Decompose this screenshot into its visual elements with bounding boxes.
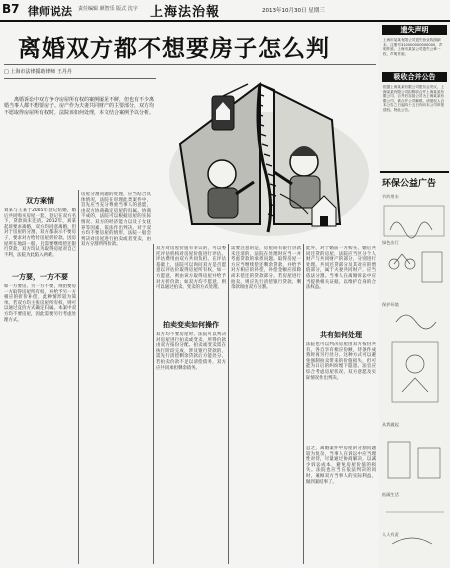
issue-date: 2013年10月30日 星期三 [262,8,325,14]
masthead: 上海法治報 [150,5,221,20]
section-heading-2: 一方要，一方不要 [12,273,68,281]
sidebar-rule [380,171,449,173]
section-title: 律师说法 [28,5,72,18]
section-text-1: 刘某与王某于2005年登记结婚，婚后共同购买房屋一套，登记在双方名下，贷款尚未还清。2012年，刘某起诉要求离婚，双方均同意离婚，但对于房屋的分割，双方都表示不要房子，要求对方给付房屋折价款。因房屋所在地段一般，且需要继续偿还银行贷款，双方均认为取得房屋对自己不利，法院为此陷入两难。 [4,208,76,258]
eco-line-1: 节约用水 [382,194,399,199]
byline-rule [4,78,156,79]
section-text-2: 如一方要房，另一方不要，则由要房一方取得房屋所有权，并给予另一方相应的折价补偿，此种情形较为简单。若双方均主张房屋所有权，则可以通过竞价方式确定归属。本案中双方均不要房屋，因此需要另行考虑处理方式。 [4,284,76,323]
section-text-4: 法院也可以判决房屋由双方按份共有，各自享有相应份额，待条件成熟时再另行处分。这种方式可以避免强制拍卖带来的价值损失，但可能为日后的纠纷埋下隐患。法官应综合考虑房屋状况、双方意愿及实际情况作出判决。 [306,342,376,381]
column-rule-3 [228,244,229,564]
eco-line-4: 从我做起 [382,422,399,427]
section-heading-1: 双方案情 [26,197,54,205]
eco-line-6: 人人有责 [382,532,399,537]
eco-line-2: 绿色出行 [382,240,399,245]
eco-ad-title: 环保公益广告 [382,179,437,189]
eco-line-3: 保护环境 [382,302,399,307]
column-rule-4 [303,244,304,564]
lost-notice-text: 上海市某某有限公司遗失营业执照副本，注册号310000000000000，声明作废。上海市某某公司遗失公章一枚，声明作废。 [383,38,443,56]
eco-ad-sketch [382,192,448,564]
section-text-3: 双方均不要房屋时，法院可以判决对房屋进行拍卖或变卖，所得价款由双方按份分配。拍卖或变卖需在执行阶段完成，涉及银行贷款的，需先行清偿剩余贷款后方能处分。若拍卖价款不足以清偿债务，双方应共同承担剩余债务。 [156,332,226,371]
lost-notice-title: 遗失声明 [382,25,447,35]
column-text-5a: 此外，对于婚前一方购买、婚后共同还贷的房屋，法院应当区分个人财产与共同财产的部分，分别进行处理。共同还贷部分及其对应的增值部分，属于夫妻共同财产，应当依法分割。当事人在离婚诉讼中应当提供相关证据，以维护自身的合法权益。 [306,246,376,291]
column-rule-2 [153,244,154,564]
column-text-4: 需要注意的是，房屋尚有银行贷款未还清的，法院在处理时应当一并考虑贷款的承担问题。取得房屋一方应当继续偿还剩余贷款，并给予对方相应的补偿，补偿金额应扣除尚未偿还的贷款部分。若房屋进行拍卖，则应先行清偿银行贷款，剩余款项由双方分割。 [231,246,301,291]
section-heading-4: 共有如何处理 [320,331,362,339]
article-lead: 离婚诉讼中双方争夺房屋所有权的案例屡见不鲜，但也有不少离婚当事人都不想要房子。房产作为夫妻共同财产的主要部分，双方均不愿取得房屋所有权时，法院该如何处理，本文结合案例予以分析。 [4,97,155,116]
article-byline: □ 上海市法律援助律师 王丹丹 [4,69,72,75]
section-heading-3: 拍卖变卖如何操作 [163,321,219,329]
headline-rule [4,64,376,65]
article-headline: 离婚双方都不想要房子怎么判 [18,35,330,62]
column-text-5b: 总之，离婚案件中房屋的分割问题较为复杂，当事人在诉讼中应当理性对待，尽量通过协商解决，以减少诉讼成本，避免房屋价值的损失。法院也应当在依法判决的同时，兼顾双方当事人的实际利益，做到案结事了。 [306,446,376,485]
column-text-2: 房屋分割问题的处理，应当结合具体情况，法院在审理此类案件中，首先应当充分尊重当事人的意愿，由双方协商确定房屋的归属。协商不成的，法院可以根据房屋的实际情况、双方的经济能力以及子女抚养等因素，依法作出判决。对于双方均不要房屋的情形，法院一般会判决对房屋进行拍卖或者变卖，由双方分割所得价款。 [81,192,151,248]
column-rule-1 [78,190,79,564]
eco-line-5: 低碳生活 [382,492,399,497]
editor-credit: 责任编辑 颜智乐 版式 沈宇 [78,6,138,12]
house-zipper-illustration [162,74,376,240]
merger-notice-title: 吸收合并公告 [382,72,447,82]
merger-notice-text: 根据上海某某有限公司股东会决议，上海某某有限公司拟吸收合并上海某某有限公司，合并后存续公司为上海某某有限公司，被合并公司解散。请债权人自本公告之日起四十五日内向本公司申报债权。特此公告。 [383,85,445,112]
page-number: B7 [2,2,20,16]
column-text-3a: 双方对房屋价值有争议的，可以委托评估机构对房屋价值进行评估。评估费用由双方共同负担。在评估基础上，法院可以询问双方是否愿意以评估价取得房屋所有权，如一方愿意，则由该方取得房屋并给予对方折价款；如双方均不愿意，则可以通过拍卖、变卖的方式处理。 [156,246,226,291]
